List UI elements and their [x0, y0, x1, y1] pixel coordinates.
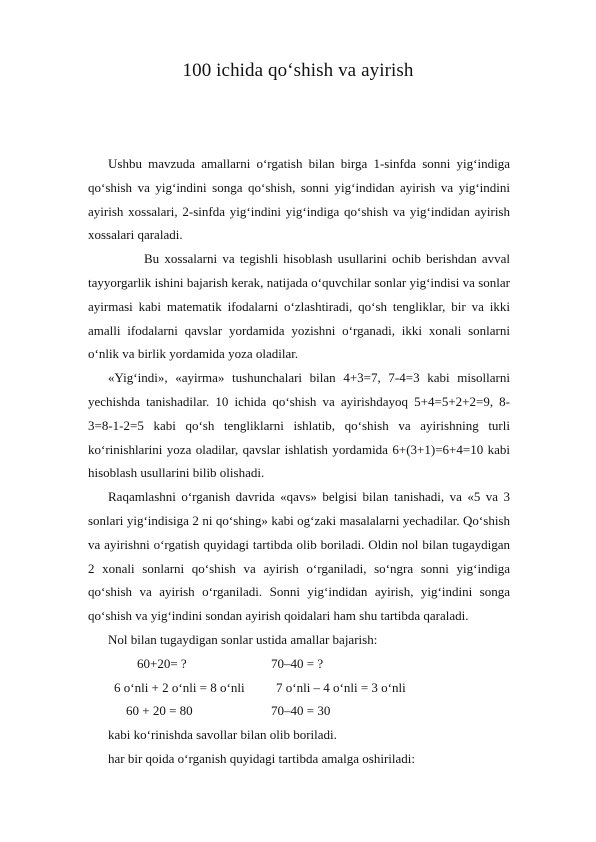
example-row-1-left: 60+20= ? — [137, 655, 187, 671]
example-row-3 — [88, 699, 510, 723]
paragraph-1: Ushbu mavzuda amallarni o‘rgatish bilan birga 1-sinfda sonni yig‘indiga qo‘shish va yig‘indini songa qo‘shish, sonni yig‘indidan ayirish va yig‘indini ayirish xossalari, 2-sinfda yig‘indini yig‘indiga qo‘shish va yig‘indidan ayirish xossalari qaraladi. — [88, 156, 510, 243]
paragraph-3: «Yig‘indi», «ayirma» tushunchalari bilan 4+3=7, 7-4=3 kabi misollarni yechishda tanishadilar. 10 ichida qo‘shish va ayirishdayoq 5+4=5+2+2=9, 8-3=8-1-2=5 kabi qo‘sh tengliklarni ishlatib, qo‘shish va ayirishning turli ko‘rinishlarini yoza oladilar, qavslar ishlatish yordamida 6+(3+1)=6+4=10 kabi hisoblash usullarini bilib olishadi. — [88, 370, 510, 481]
paragraph-2: Bu xossalarni va tegishli hisoblash usullarini ochib berishdan avval tayyorgarlik ishini bajarish kerak, natijada o‘quvchilar sonlar yig‘indisi va sonlar ayirmasi kabi matematik ifodalarni o‘zlashtiradi, qo‘sh tengliklar, bir va ikki amalli ifodalarni qavslar yordamida yozishni o‘rganadi, ikki xonali sonlarni o‘nlik va birlik yordamida yoza oladilar. — [88, 251, 510, 362]
examples-heading: Nol bilan tugaydigan sonlar ustida amallar bajarish: — [108, 631, 378, 647]
closing-line-1: kabi ko‘rinishda savollar bilan olib boriladi. — [108, 727, 337, 743]
example-row-2-right: 7 o‘nli – 4 o‘nli = 3 o‘nli — [276, 679, 406, 695]
closing-line-2: har bir qoida o‘rganish quyidagi tartibda amalga oshiriladi: — [108, 750, 415, 766]
example-row-2-left: 6 o‘nli + 2 o‘nli = 8 o‘nli — [114, 679, 245, 695]
document-body — [88, 152, 510, 771]
document-title: 100 ichida qo‘shish va ayirish — [182, 60, 414, 81]
paragraph-4: Raqamlashni o‘rganish davrida «qavs» belgisi bilan tanishadi, va «5 va 3 sonlari yig‘indisiga 2 ni qo‘shing» kabi og‘zaki masalalarni yechadilar. Qo‘shish va ayirishni o‘rgatish quyidagi tartibda olib boriladi. Oldin nol bilan tugaydigan 2 xonali sonlarni qo‘shish va ayirish o‘rganiladi, so‘ngra sonni yig‘indiga qo‘shish va ayirish o‘rganiladi. Sonni yig‘indidan ayirish, yig‘indini songa qo‘shish va yig‘indini sondan ayirish qoidalari ham shu tartibda qaraladi. — [88, 489, 510, 624]
example-row-3-right: 70–40 = 30 — [271, 703, 331, 719]
example-row-3-left: 60 + 20 = 80 — [126, 703, 193, 719]
example-row-1 — [88, 652, 510, 676]
example-row-1-right: 70–40 = ? — [271, 655, 324, 671]
example-row-2 — [88, 676, 510, 700]
